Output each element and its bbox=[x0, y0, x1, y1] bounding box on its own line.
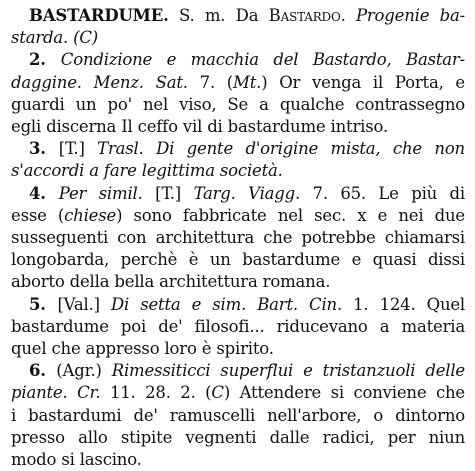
entry-line bbox=[11, 27, 465, 49]
entry-line bbox=[11, 271, 465, 293]
entry-text-segment: S. m. Da bbox=[168, 6, 269, 25]
entry-text-segment: Mt. bbox=[233, 72, 262, 92]
entry-text-segment: ) sono fabbricate nel sec. x e nei due bbox=[116, 205, 465, 225]
entry-line bbox=[11, 427, 465, 449]
entry-text-segment: 3. bbox=[29, 139, 59, 159]
entry-text-segment: 11. 28. 2. ( bbox=[100, 383, 212, 403]
entry-text-segment: s'accordi a fare legittima società. bbox=[11, 161, 283, 181]
entry-text-segment: 7. ( bbox=[187, 72, 234, 92]
entry-line bbox=[11, 49, 465, 71]
entry-text-segment: guardi un po' nel viso, Se a qualche contrassegno bbox=[11, 94, 465, 114]
entry-line bbox=[11, 5, 465, 27]
entry-text-segment: daggine. Menz. Sat. bbox=[11, 72, 188, 92]
entry-line bbox=[11, 94, 465, 116]
entry-line bbox=[11, 382, 465, 404]
entry-text-segment: . bbox=[340, 6, 356, 25]
entry-text-segment: longobarda, perchè è un bastardume e quasi dissi bbox=[11, 250, 465, 270]
entry-line bbox=[11, 160, 465, 182]
entry-line bbox=[11, 183, 465, 205]
entry-text-segment: 7. 65. Le più di bbox=[300, 183, 465, 203]
entry-text-segment: 1. 124. Quel bbox=[342, 294, 466, 314]
entry-text-segment: Bastardo bbox=[268, 6, 341, 25]
entry-line bbox=[11, 227, 465, 249]
entry-text-segment: 4. bbox=[29, 183, 59, 203]
entry-text-segment: presso allo stipite vegnenti dalle radici, per niun bbox=[11, 427, 465, 447]
entry-text-segment: [T.] bbox=[58, 139, 98, 159]
entry-line bbox=[11, 138, 465, 160]
entry-line bbox=[11, 205, 465, 227]
entry-text-segment: Progenie ba- bbox=[355, 6, 465, 25]
entry-text-segment: modo si lascino. bbox=[11, 450, 142, 470]
entry-text-segment: i bastardumi de' ramuscelli nell'arbore, o dintorno bbox=[11, 405, 465, 425]
entry-line bbox=[11, 72, 465, 94]
entry-text-segment: ) Attendere si conviene che bbox=[223, 383, 465, 403]
entry-text-segment: Condizione e macchia del Bastardo, Bastar- bbox=[60, 50, 465, 70]
entry-text-segment: 2. bbox=[29, 50, 61, 70]
entry-text-segment: 5. bbox=[29, 294, 58, 314]
entry-text-segment: quel che appresso loro è spirito. bbox=[11, 339, 274, 359]
entry-text-segment: esse ( bbox=[11, 205, 65, 225]
entry-text-segment: susseguenti con architettura che potrebbe chiamarsi bbox=[11, 228, 465, 248]
entry-line bbox=[11, 249, 465, 271]
entry-text-segment: egli discerna Il ceffo vil di bastardume intriso. bbox=[11, 117, 388, 137]
entry-text-segment: starda. (C) bbox=[11, 28, 99, 48]
entry-line bbox=[11, 449, 465, 471]
entry-text-segment: [T.] bbox=[142, 183, 194, 203]
entry-line bbox=[11, 405, 465, 427]
entry-text-segment: chiese bbox=[64, 205, 117, 225]
entry-text-segment: BASTARDUME. bbox=[29, 6, 169, 25]
entry-text-segment: bastardume poi de' filosofi... riducevano a materia bbox=[11, 316, 465, 336]
entry-text-segment: 6. bbox=[29, 361, 57, 381]
entry-line bbox=[11, 360, 465, 382]
entry-text-segment: aborto della bella architettura romana. bbox=[11, 272, 331, 292]
entry-text-segment: C bbox=[211, 383, 224, 403]
entry-text-segment: piante. Cr. bbox=[11, 383, 101, 403]
entry-text-segment: Targ. Viagg. bbox=[193, 183, 301, 203]
entry-text-segment: Per simil. bbox=[58, 183, 143, 203]
entry-line bbox=[11, 316, 465, 338]
entry-line bbox=[11, 116, 465, 138]
entry-text-segment: [Val.] bbox=[57, 294, 111, 314]
entry-text-segment: ) Or venga il Porta, e bbox=[261, 72, 466, 92]
entry-line bbox=[11, 294, 465, 316]
entry-text-segment: Trasl. Di gente d'origine mista, che non bbox=[97, 139, 465, 159]
entry-text-segment: (Agr.) bbox=[56, 361, 112, 381]
entry-text-segment: Di setta e sim. Bart. Cin. bbox=[110, 294, 343, 314]
entry-line bbox=[11, 338, 465, 360]
entry-text-segment: Rimessiticci superflui e tristanzuoli delle bbox=[111, 361, 465, 381]
